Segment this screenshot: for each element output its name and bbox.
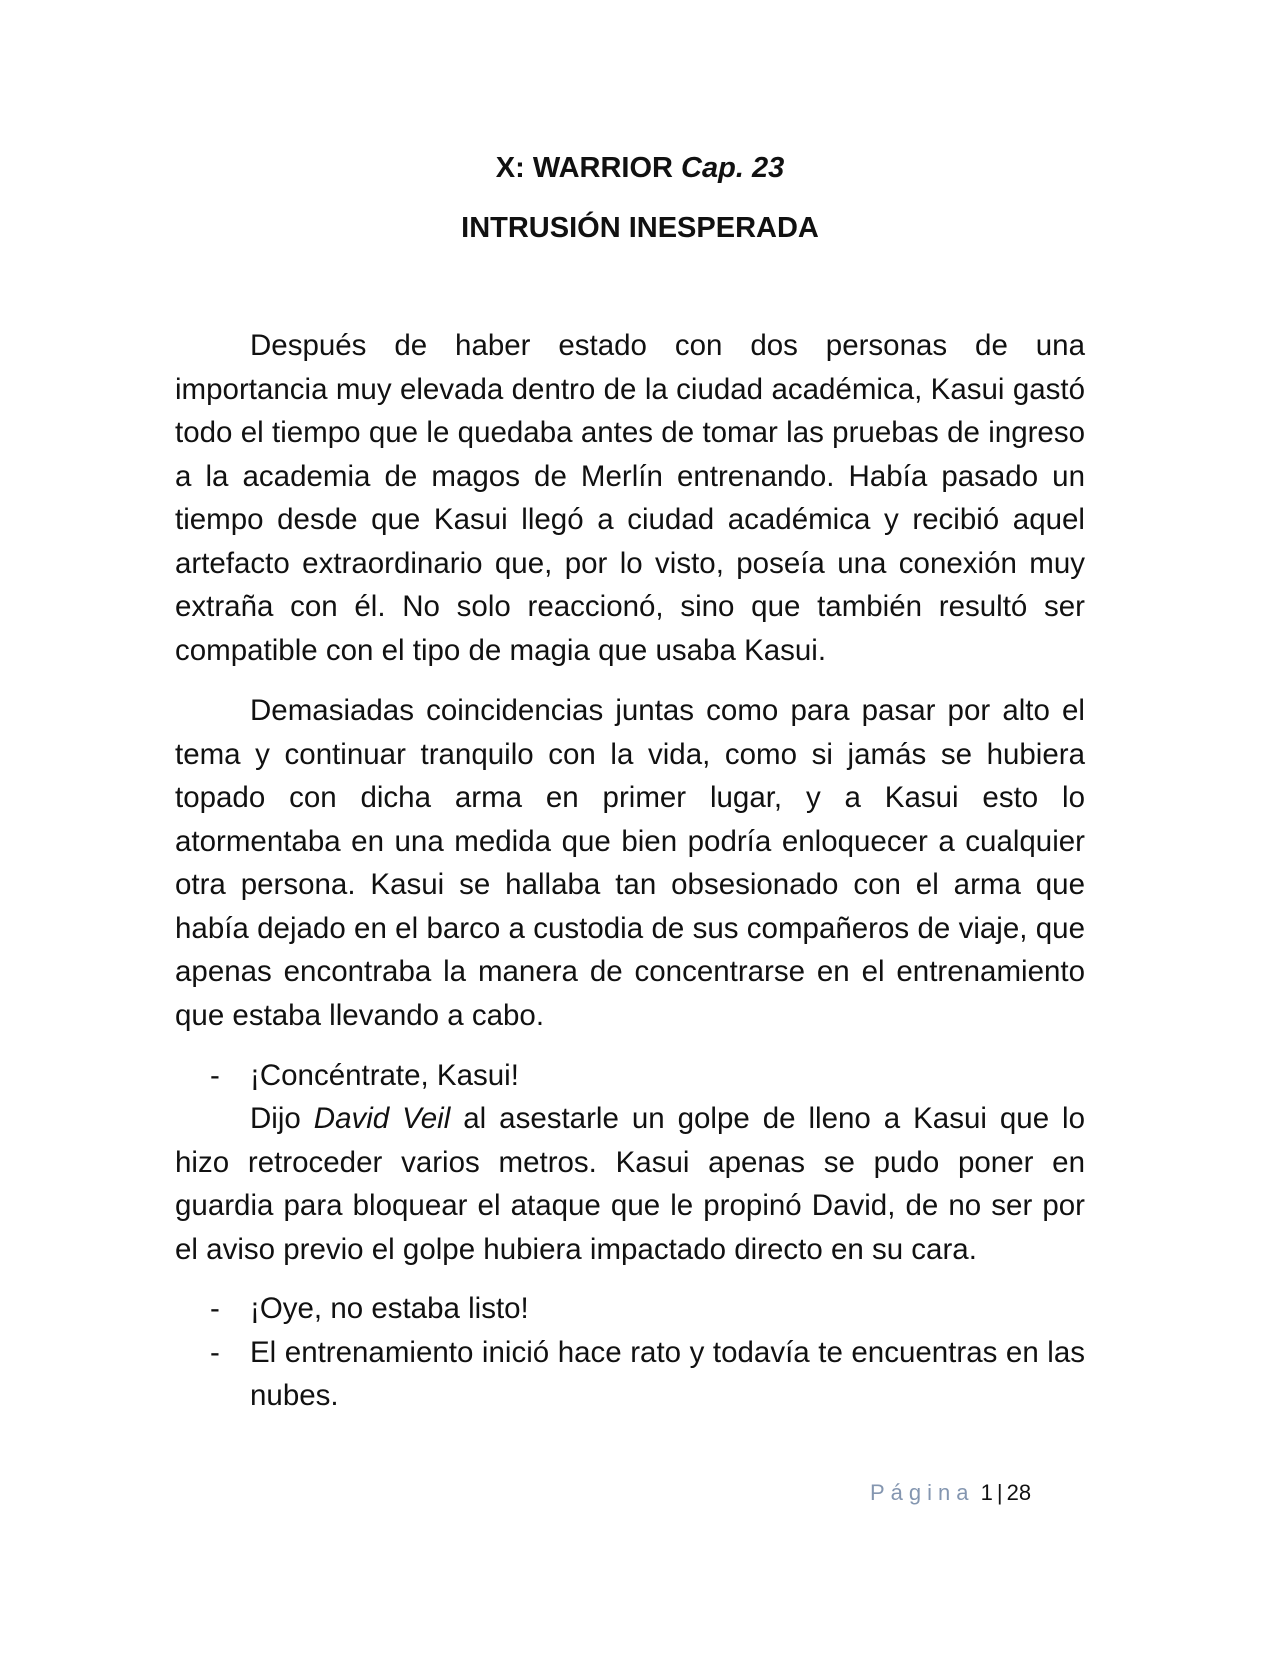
dialogue-line xyxy=(175,1331,1085,1418)
page-separator: | xyxy=(996,1480,1003,1505)
dialogue-3: El entrenamiento inició hace rato y todavía te encuentras en las nubes. xyxy=(250,1335,1085,1412)
paragraph-3-rest: al asestarle un golpe de lleno a Kasui que lo hizo retroceder varios metros. Kasui apenas se pudo poner en guardia para bloquear el ataque que le propinó David, de no ser por el aviso previo el golpe hubiera impactado directo en su cara. xyxy=(175,1102,1086,1266)
dialogue-1: ¡Concéntrate, Kasui! xyxy=(250,1059,519,1092)
chapter-title xyxy=(0,150,1280,186)
book-title: X: WARRIOR xyxy=(495,152,673,184)
paragraph-1-block xyxy=(175,324,1085,672)
paragraph-3 xyxy=(175,1097,1085,1271)
page-label: Página xyxy=(870,1480,975,1505)
total-pages: 28 xyxy=(1006,1480,1032,1505)
dialogue-dash: - xyxy=(210,1059,220,1092)
paragraph-2-block xyxy=(175,689,1085,1037)
dialogue-block-1 xyxy=(175,1054,1085,1098)
character-name: David Veil xyxy=(313,1102,451,1135)
dialogue-line xyxy=(175,1287,1085,1331)
chapter-subtitle: INTRUSIÓN INESPERADA xyxy=(461,212,819,244)
paragraph-3-start: Dijo xyxy=(250,1102,301,1135)
page-number: 1 xyxy=(980,1480,993,1505)
dialogue-line xyxy=(175,1054,1085,1098)
chapter-number: Cap. 23 xyxy=(681,152,785,184)
paragraph-3-block xyxy=(175,1097,1085,1271)
page-footer xyxy=(870,1479,1070,1507)
dialogue-dash: - xyxy=(210,1292,220,1325)
dialogue-block-2 xyxy=(175,1287,1085,1418)
paragraph-2: Demasiadas coincidencias juntas como para pasar por alto el tema y continuar tranquilo con la vida, como si jamás se hubiera topado con dicha arma en primer lugar, y a Kasui esto lo atormentaba en una medida que bien podría enloquecer a cualquier otra persona. Kasui se hallaba tan obsesionado con el arma que había dejado en el barco a custodia de sus compañeros de viaje, que apenas encontraba la manera de concentrarse en el entrenamiento que estaba llevando a cabo. xyxy=(175,694,1085,1032)
dialogue-dash: - xyxy=(210,1335,220,1369)
dialogue-2: ¡Oye, no estaba listo! xyxy=(250,1292,529,1325)
paragraph-1: Después de haber estado con dos personas de una importancia muy elevada dentro de la ciudad académica, Kasui gastó todo el tiempo que le quedaba antes de tomar las pruebas de ingreso a la academia de magos de Merlín entrenando. Había pasado un tiempo desde que Kasui llegó a ciudad académica y recibió aquel artefacto extraordinario que, por lo visto, poseía una conexión muy extraña con él. No solo reaccionó, sino que también resultó ser compatible con el tipo de magia que usaba Kasui. xyxy=(175,329,1085,667)
